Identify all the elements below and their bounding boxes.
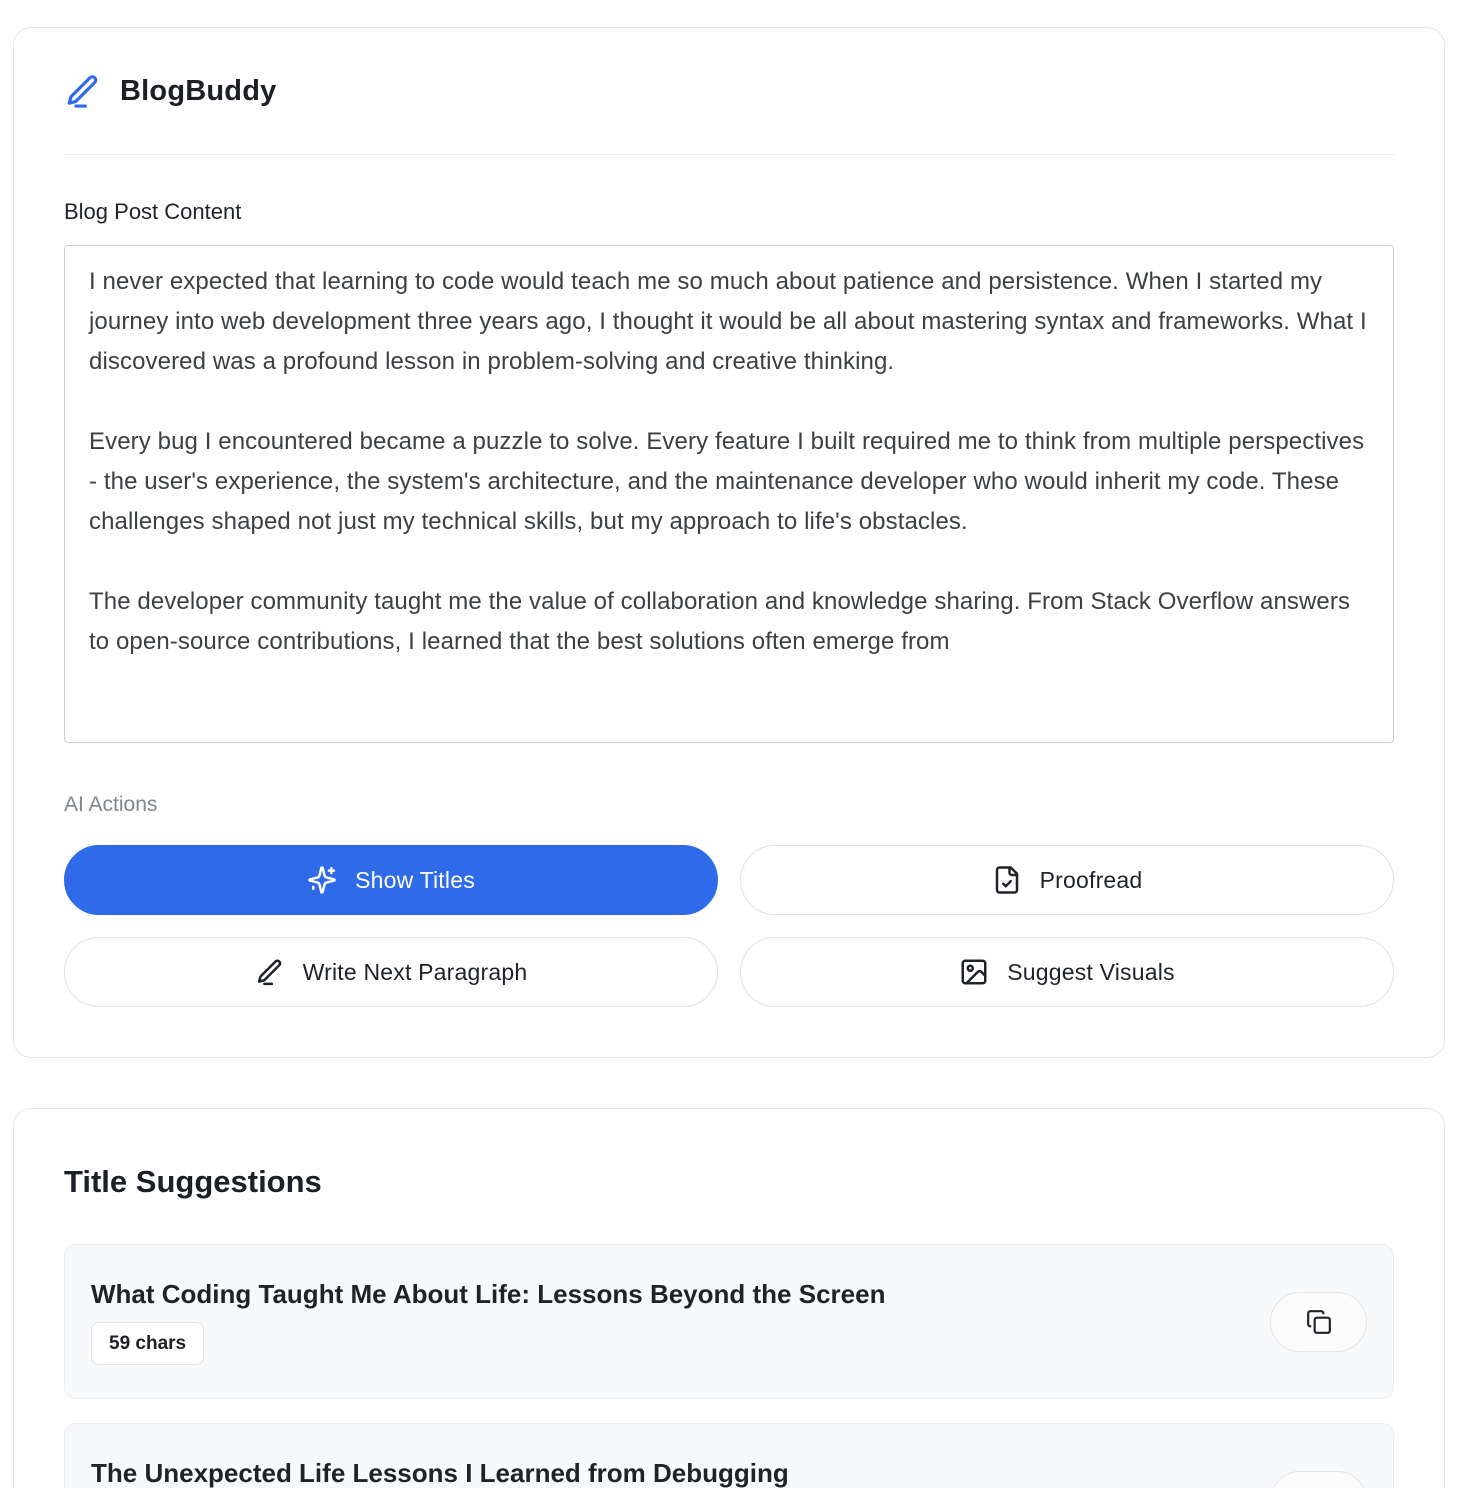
copy-button[interactable] [1270,1471,1367,1488]
title-suggestion-item [64,1244,1394,1399]
suggestion-title: The Unexpected Life Lessons I Learned from Debugging [91,1458,789,1488]
char-count-badge: 59 chars [91,1322,204,1365]
suggest-visuals-label: Suggest Visuals [1007,958,1175,985]
write-next-paragraph-button[interactable] [64,937,718,1007]
suggestion-text [91,1458,1250,1488]
app [0,27,1458,1488]
ai-actions-label: AI Actions [64,793,158,816]
suggest-visuals-button[interactable] [740,937,1394,1007]
pen-line-icon [64,72,102,110]
suggestions-list [64,1244,1394,1488]
image-icon [959,957,989,987]
suggestions-heading: Title Suggestions [64,1164,322,1199]
proofread-button[interactable] [740,845,1394,915]
proofread-label: Proofread [1039,866,1143,893]
show-titles-button[interactable] [64,845,718,915]
ai-actions-grid [64,845,1394,1007]
file-check-icon [992,865,1022,895]
title-suggestions-card [13,1108,1445,1488]
blog-content-label: Blog Post Content [64,199,242,224]
editor-card [13,27,1445,1058]
app-header [64,72,1394,155]
app-title: BlogBuddy [120,74,277,107]
copy-button[interactable] [1270,1292,1367,1352]
copy-icon [1306,1309,1332,1335]
show-titles-label: Show Titles [355,866,475,893]
write-next-paragraph-label: Write Next Paragraph [302,958,528,985]
title-suggestion-item [64,1423,1394,1488]
suggestion-title: What Coding Taught Me About Life: Lessons Beyond the Screen [91,1279,886,1309]
sparkles-icon [307,865,337,895]
suggestion-text [91,1279,1250,1365]
pen-line-icon [255,957,285,987]
blog-content-textarea[interactable] [64,245,1394,743]
